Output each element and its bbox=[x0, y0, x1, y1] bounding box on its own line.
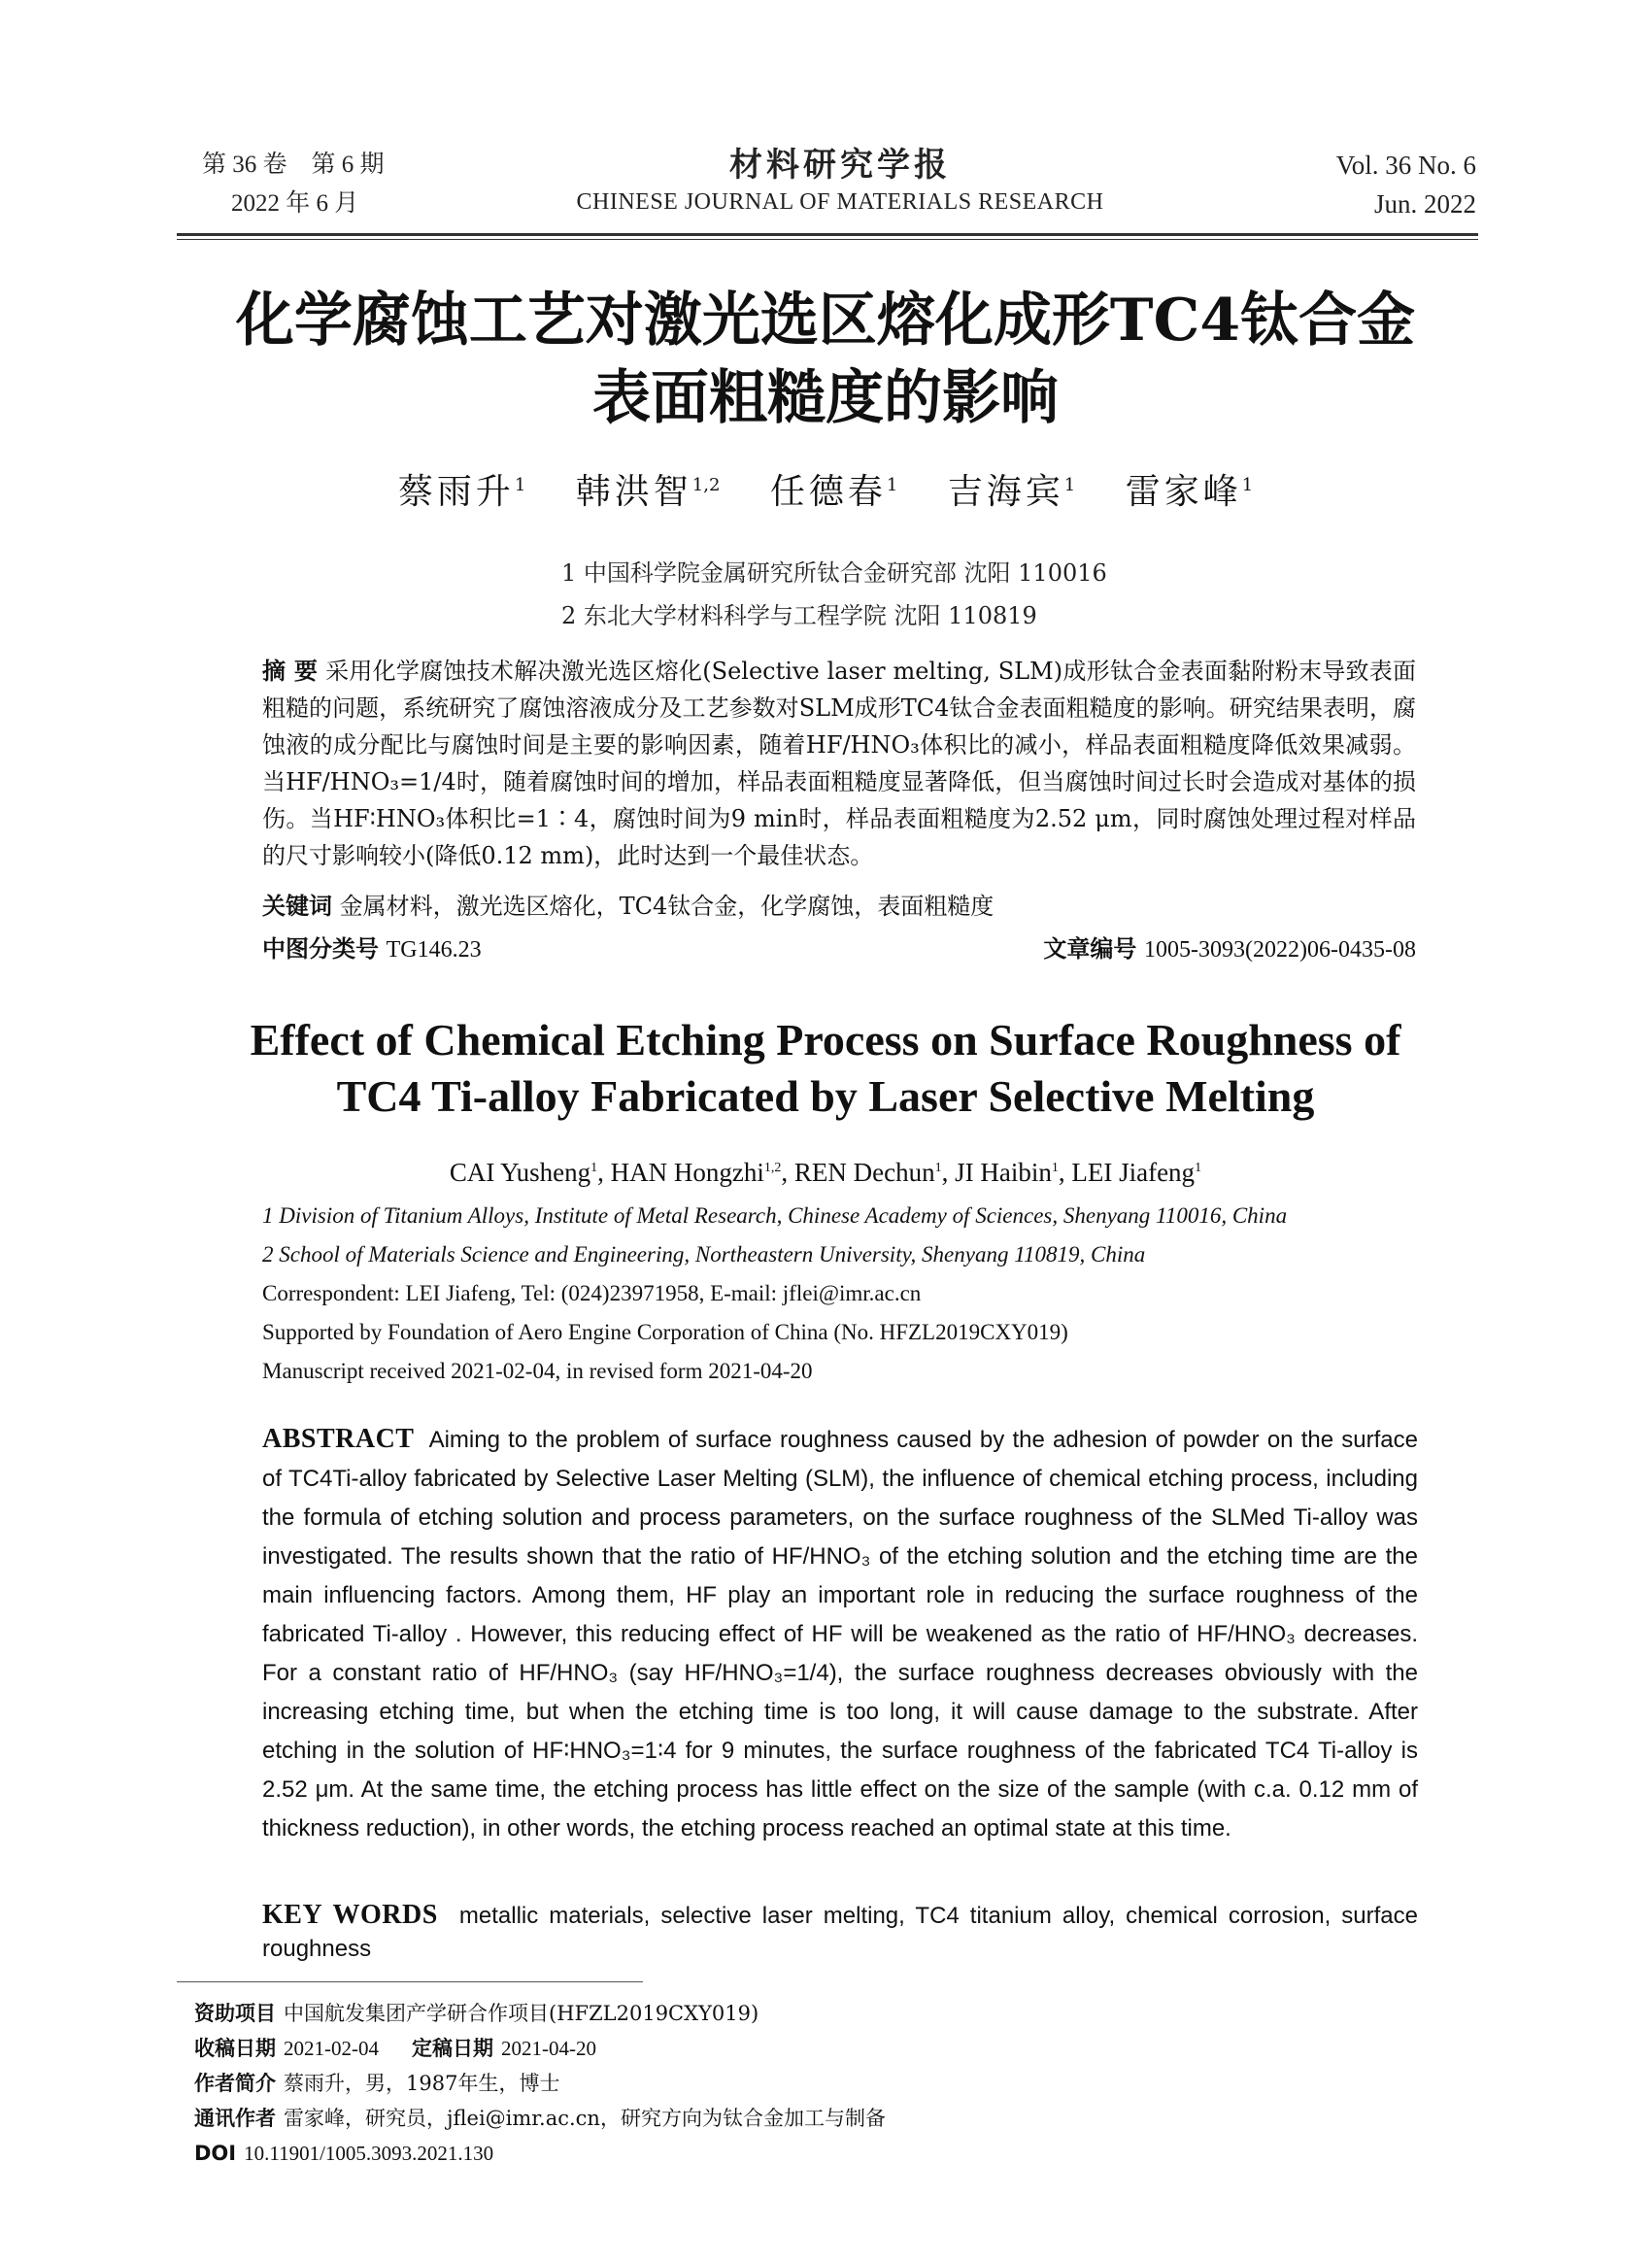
keywords-en-text: metallic materials, selective laser melting, TC4 titanium alloy, chemical corrosion, surface roughness bbox=[262, 1903, 1418, 1962]
metadata-en bbox=[262, 1197, 1467, 1391]
affiliation-cn-1: 1 中国科学院金属研究所钛合金研究部 沈阳 110016 bbox=[561, 559, 1107, 587]
abstract-en-text: Aiming to the problem of surface roughness caused by the adhesion of powder on the surface of TC4Ti-alloy fabricated by Selective Laser Melting (SLM), the influence of chemical etching process, including the formula of etching solution and process parameters, on the surface roughness of the SLMed Ti-alloy was investigated. The results shown that the ratio of HF/HNO₃ of the etching solution and the etching time are the main influencing factors. Among them, HF play an important role in reducing the surface roughness of the fabricated Ti-alloy . However, this reducing effect of HF will be weakened as the ratio of HF/HNO₃ decreases. For a constant ratio of HF/HNO₃ (say HF/HNO₃=1/4), the surface roughness decreases obviously with the increasing etching time, but when the etching time is too long, it will cause damage to the substrate. After etching in the solution of HF∶HNO₃=1∶4 for 9 minutes, the surface roughness of the fabricated TC4 Ti-alloy is 2.52 μm. At the same time, the etching process has little effect on the size of the sample (with c.a. 0.12 mm of thickness reduction), in other words, the etching process reached an optimal state at this time. bbox=[262, 1427, 1419, 1842]
authors-en bbox=[146, 1158, 1505, 1188]
volume-issue-cn: 第 36 卷 第 6 期 bbox=[202, 152, 385, 178]
author-en: JI Haibin$^1$, bbox=[955, 1158, 1072, 1187]
article-number-label: 文章编号 bbox=[1043, 935, 1137, 963]
abstract-cn-text: 采用化学腐蚀技术解决激光选区熔化(Selective laser melting, SLM)成形钛合金表面黏附粉末导致表面粗糙的问题，系统研究了腐蚀溶液成分及工艺参数对SLM成形TC4钛合金表面粗糙度的影响。研究结果表明，腐蚀液的成分配比与腐蚀时间是主要的影响因素，随着HF/HNO₃体积比的减小，样品表面粗糙度降低效果减弱。当HF/HNO₃=1/4时，随着腐蚀时间的增加，样品表面粗糙度显著降低，但当腐蚀时间过长时会造成对基体的损伤。当HF∶HNO₃体积比=1∶4，腐蚀时间为9 min时，样品表面粗糙度为2.52 μm，同时腐蚀处理过程对样品的尺寸影响较小(降低0.12 mm)，此时达到一个最佳状态。 bbox=[262, 658, 1417, 869]
authors-cn bbox=[146, 464, 1505, 514]
title-cn-line-2: 表面粗糙度的影响 bbox=[592, 364, 1059, 432]
footnotes bbox=[194, 1996, 886, 2171]
correspondent: Correspondent: LEI Jiafeng, Tel: (024)23971958, E-mail: jflei@imr.ac.cn bbox=[262, 1281, 922, 1305]
journal-title-cn: 材料研究学报 bbox=[729, 146, 951, 185]
author-en: LEI Jiafeng$^1$ bbox=[1071, 1158, 1202, 1187]
date-cn: 2022 年 6 月 bbox=[231, 190, 359, 217]
header-rule-thin bbox=[177, 239, 1478, 240]
header-rule bbox=[177, 233, 1478, 236]
classification-row bbox=[262, 930, 1416, 968]
author-en: HAN Hongzhi$^{1,2}$, bbox=[610, 1158, 794, 1187]
title-en-line-1: Effect of Chemical Etching Process on Surface Roughness of bbox=[250, 1015, 1401, 1064]
date-en: Jun. 2022 bbox=[1373, 189, 1476, 219]
affiliation-en-1: 1 Division of Titanium Alloys, Institute of Metal Research, Chinese Academy of Sciences, Shenyang 110016, China bbox=[262, 1203, 1288, 1228]
footnote-author: 作者简介 蔡雨升，男，1987年生，博士 bbox=[194, 2072, 560, 2095]
affiliation-en-2: 2 School of Materials Science and Engineering, Northeastern University, Shenyang 110819, China bbox=[262, 1242, 1146, 1267]
footnote-dates: 收稿日期 2021-02-04 定稿日期 2021-04-20 bbox=[194, 2037, 596, 2060]
supported-by: Supported by Foundation of Aero Engine Corporation of China (No. HFZL2019CXY019) bbox=[262, 1320, 1068, 1344]
author-en: REN Dechun$^1$, bbox=[793, 1158, 956, 1187]
journal-masthead bbox=[486, 144, 1195, 218]
abstract-en-label: ABSTRACT bbox=[262, 1424, 415, 1454]
clc-label: 中图分类号 bbox=[262, 935, 379, 963]
header-volume-block bbox=[202, 146, 385, 223]
paper-title-cn bbox=[146, 282, 1505, 437]
keywords-cn-text: 金属材料，激光选区熔化，TC4钛合金，化学腐蚀，表面粗糙度 bbox=[339, 893, 995, 920]
footnote-corresponding: 通讯作者 雷家峰，研究员，jflei@imr.ac.cn，研究方向为钛合金加工与制备 bbox=[194, 2107, 886, 2130]
abstract-en bbox=[262, 1420, 1418, 1848]
volume-issue-en: Vol. 36 No. 6 bbox=[1335, 151, 1476, 180]
author-cn: 韩洪智$^{1,2}$ bbox=[575, 472, 721, 512]
abstract-cn-label: 摘 要 bbox=[262, 658, 319, 685]
keywords-cn bbox=[262, 888, 1416, 925]
author-cn: 任德春$^1$ bbox=[769, 472, 898, 512]
title-en-line-2: TC4 Ti-alloy Fabricated by Laser Selective Melting bbox=[336, 1071, 1315, 1121]
author-cn: 蔡雨升$^1$ bbox=[397, 472, 526, 512]
author-cn: 雷家峰$^1$ bbox=[1125, 472, 1254, 512]
paper-title-en bbox=[146, 1012, 1505, 1125]
abstract-cn bbox=[262, 653, 1416, 874]
manuscript-dates: Manuscript received 2021-02-04, in revised form 2021-04-20 bbox=[262, 1359, 813, 1383]
journal-title-en: CHINESE JOURNAL OF MATERIALS RESEARCH bbox=[576, 189, 1104, 215]
author-cn: 吉海宾$^1$ bbox=[947, 472, 1076, 512]
keywords-en-label: KEY WORDS bbox=[262, 1900, 438, 1930]
footnote-doi: DOI 10.11901/1005.3093.2021.130 bbox=[194, 2142, 494, 2165]
affiliation-cn-2: 2 东北大学材料科学与工程学院 沈阳 110819 bbox=[561, 602, 1037, 629]
clc-value: TG146.23 bbox=[386, 937, 482, 963]
header-volume-en-block bbox=[1301, 146, 1476, 223]
article-number-value: 1005-3093(2022)06-0435-08 bbox=[1144, 937, 1416, 963]
title-cn-line-1: 化学腐蚀工艺对激光选区熔化成形TC4钛合金 bbox=[235, 287, 1416, 355]
affiliations-cn bbox=[561, 552, 1107, 637]
keywords-cn-label: 关键词 bbox=[262, 893, 332, 920]
author-en: CAI Yusheng$^1$, bbox=[449, 1158, 611, 1187]
keywords-en bbox=[262, 1899, 1418, 1966]
footnote-funding: 资助项目 中国航发集团产学研合作项目(HFZL2019CXY019) bbox=[194, 2002, 759, 2025]
footnote-rule bbox=[177, 1981, 643, 1982]
